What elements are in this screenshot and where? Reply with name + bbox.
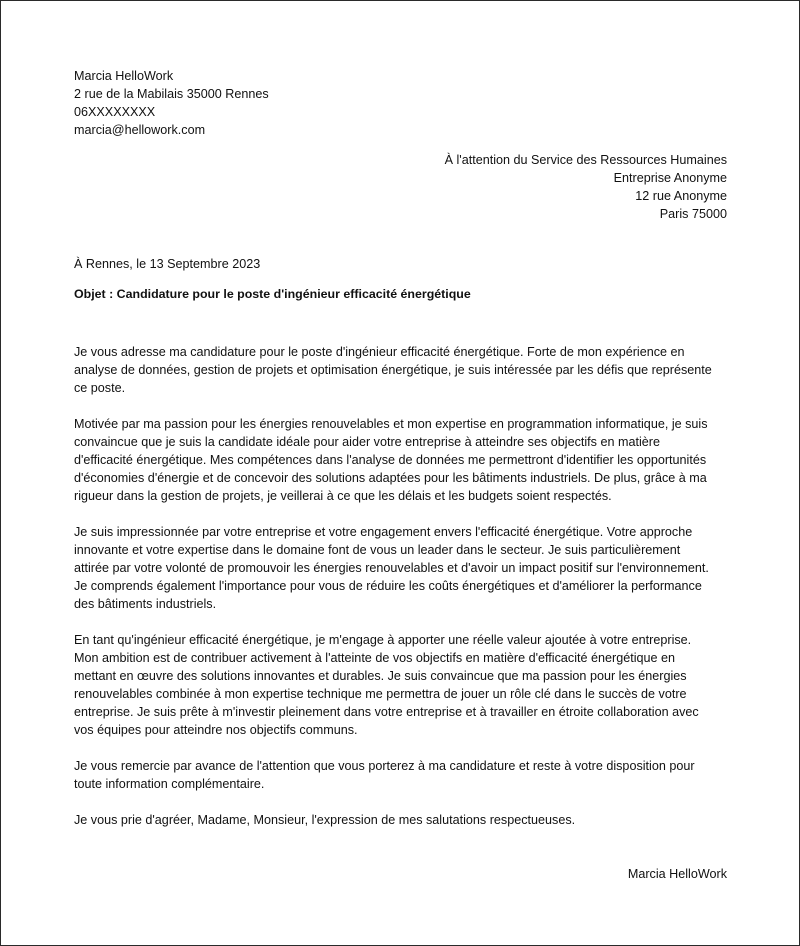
paragraph-line: ce poste.	[74, 381, 126, 395]
paragraph-line: analyse de données, gestion de projets et optimisation énergétique, je suis intéressée par les défis que représente	[74, 363, 712, 377]
paragraph-line: toute information complémentaire.	[74, 777, 265, 791]
recipient-attention: À l'attention du Service des Ressources Humaines	[444, 153, 727, 167]
recipient-company: Entreprise Anonyme	[613, 171, 727, 185]
signature: Marcia HelloWork	[627, 867, 727, 881]
paragraph-line: Je comprends également l'importance pour vous de réduire les coûts énergétiques et d'améliorer la performance	[74, 579, 702, 593]
paragraph-line: d'efficacité énergétique. Mes compétences dans l'analyse de données me permettront d'identifier les opportunités	[74, 453, 707, 467]
closing-formula: Je vous prie d'agréer, Madame, Monsieur, l'expression de mes salutations respectueuses.	[74, 813, 576, 827]
paragraph-line: entreprise. Je suis prête à m'investir pleinement dans votre entreprise et à travailler en étroite collaboration avec	[74, 705, 699, 719]
paragraph-line: Je vous remercie par avance de l'attention que vous porterez à ma candidature et reste à votre disposition pour	[74, 759, 695, 773]
date-line: À Rennes, le 13 Septembre 2023	[74, 257, 261, 271]
paragraph	[74, 343, 734, 397]
paragraph-line: innovante et votre expertise dans le domaine font de vous un leader dans le secteur. Je suis particulièrement	[74, 543, 681, 557]
paragraph-line: En tant qu'ingénieur efficacité énergétique, je m'engage à apporter une réelle valeur ajoutée à votre entreprise.	[74, 633, 692, 647]
paragraph-line: des bâtiments industriels.	[74, 597, 217, 611]
recipient-block	[445, 151, 727, 223]
paragraph-line: vos équipes pour atteindre nos objectifs communs.	[74, 723, 358, 737]
paragraph-line: d'économies d'énergie et de concevoir des solutions adaptées pour les bâtiments industriels. De plus, grâce à ma	[74, 471, 707, 485]
sender-block	[74, 67, 269, 139]
paragraph	[74, 415, 734, 505]
paragraph	[74, 631, 734, 739]
paragraph-line: attirée par votre volonté de promouvoir les énergies renouvelables et d'avoir un impact positif sur l'environnement.	[74, 561, 709, 575]
sender-address: 2 rue de la Mabilais 35000 Rennes	[74, 87, 269, 101]
paragraph-line: rigueur dans la gestion de projets, je veillerai à ce que les délais et les budgets soient respectés.	[74, 489, 612, 503]
paragraph-line: mettant en œuvre des solutions innovantes et durables. Je suis convaincue que ma passion pour les énergies	[74, 669, 687, 683]
paragraph-line: Je vous adresse ma candidature pour le poste d'ingénieur efficacité énergétique. Forte de mon expérience en	[74, 345, 685, 359]
recipient-city: Paris 75000	[659, 207, 727, 221]
paragraph-line: renouvelables combinée à mon expertise technique me permettra de jouer un rôle clé dans le succès de votre	[74, 687, 687, 701]
subject-line: Objet : Candidature pour le poste d'ingénieur efficacité énergétique	[74, 287, 471, 301]
paragraph-line: Je suis impressionnée par votre entreprise et votre engagement envers l'efficacité énergétique. Votre approche	[74, 525, 693, 539]
sender-name: Marcia HelloWork	[74, 69, 174, 83]
paragraph	[74, 757, 734, 793]
paragraph-line: Mon ambition est de contribuer activement à l'atteinte de vos objectifs en matière d'efficacité énergétique en	[74, 651, 676, 665]
paragraph	[74, 523, 734, 613]
sender-phone: 06XXXXXXXX	[74, 105, 156, 119]
paragraph-line: convaincue que je suis la candidate idéale pour aider votre entreprise à atteindre ses objectifs en matière	[74, 435, 660, 449]
letter-body	[74, 343, 734, 811]
paragraph-line: Motivée par ma passion pour les énergies renouvelables et mon expertise en programmation informatique, je suis	[74, 417, 708, 431]
recipient-street: 12 rue Anonyme	[635, 189, 727, 203]
sender-email: marcia@hellowork.com	[74, 123, 206, 137]
